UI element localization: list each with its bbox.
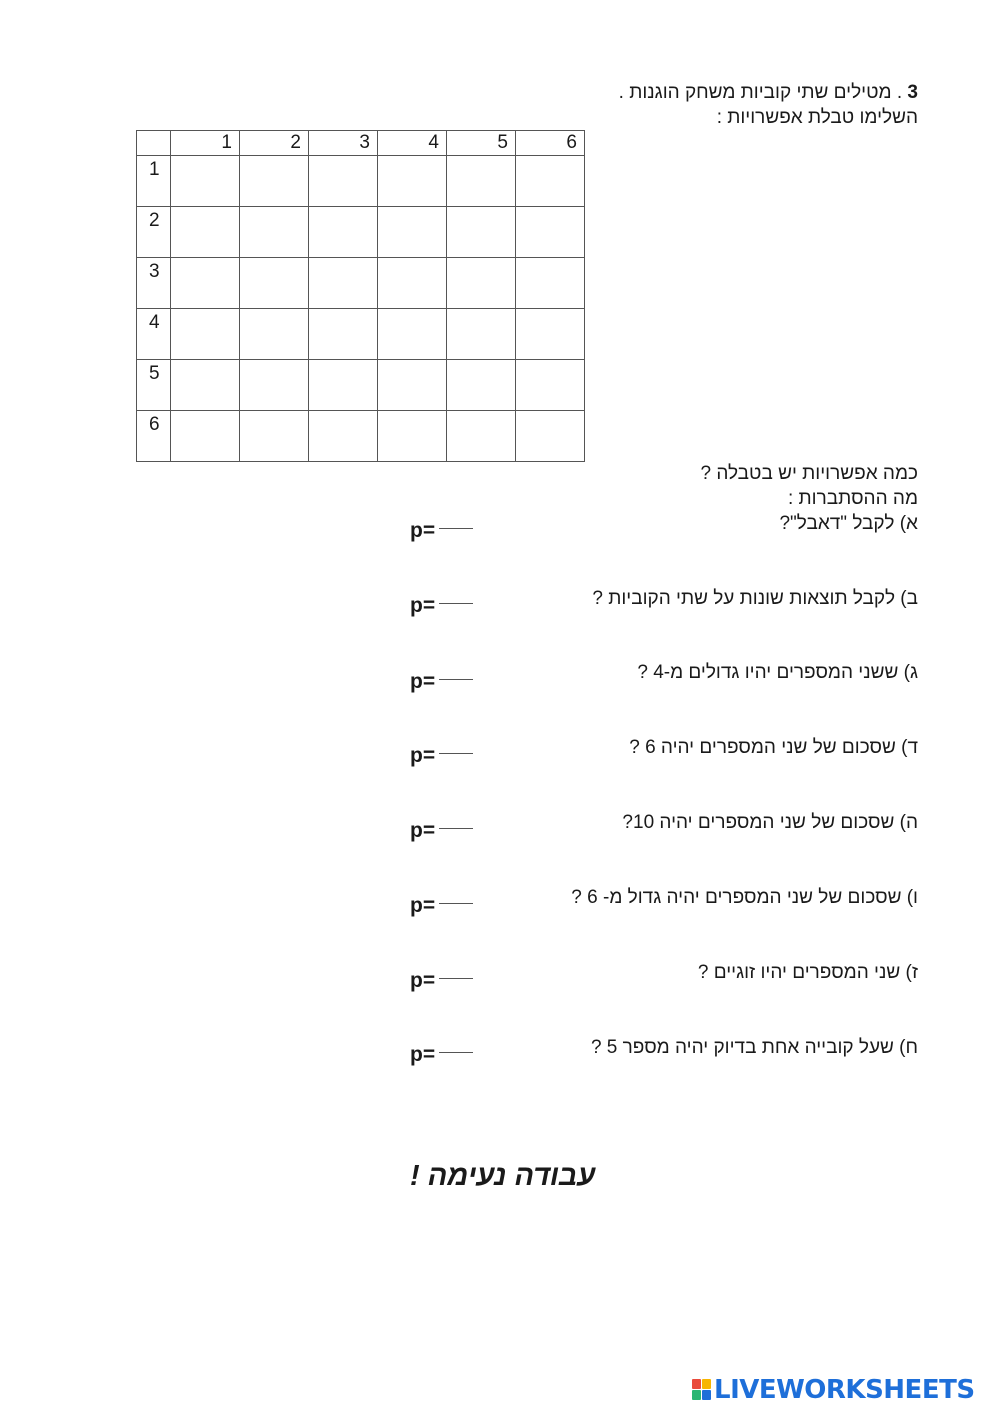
answer-label: p= [410,594,436,617]
answer-cell[interactable] [309,309,378,360]
question-g: ז) שני המספרים יהיו זוגיים ? [697,962,918,983]
answer-cell[interactable] [378,258,447,309]
answer-label: p= [410,819,436,842]
answer-cell[interactable] [309,156,378,207]
answer-cell[interactable] [240,207,309,258]
answer-b[interactable] [410,594,473,618]
question-title-text: . מטילים שתי קוביות משחק הוגנות . [618,82,903,103]
question-b: ב) לקבל תוצאות שונות על שתי הקוביות ? [592,588,918,609]
answer-label: p= [410,670,436,693]
answer-g[interactable] [410,969,473,993]
answer-label: p= [410,1043,436,1066]
column-header: 6 [516,131,585,156]
answer-cell[interactable] [309,411,378,462]
question-f: ו) שסכום של שני המספרים יהיה גדול מ- 6 ? [571,887,918,908]
answer-cell[interactable] [309,258,378,309]
answer-cell[interactable] [516,258,585,309]
table-corner-cell [137,131,171,156]
table-row [137,156,585,207]
answer-label: p= [410,969,436,992]
answer-cell[interactable] [171,258,240,309]
answer-cell[interactable] [378,411,447,462]
column-header: 2 [240,131,309,156]
table-row [137,309,585,360]
column-header: 4 [378,131,447,156]
answer-cell[interactable] [516,411,585,462]
column-header: 3 [309,131,378,156]
answer-cell[interactable] [516,207,585,258]
row-header: 1 [137,156,171,207]
answer-e[interactable] [410,819,473,843]
row-header: 5 [137,360,171,411]
answer-blank[interactable] [439,828,473,829]
logo-text: LIVEWORKSHEETS [714,1375,975,1405]
question-number: 3 [907,82,918,103]
answer-cell[interactable] [309,360,378,411]
logo-square [692,1390,701,1400]
answer-h[interactable] [410,1043,473,1067]
answer-d[interactable] [410,744,473,768]
answer-cell[interactable] [447,258,516,309]
answer-blank[interactable] [439,903,473,904]
table-header-row [137,131,585,156]
logo-square [702,1390,711,1400]
row-header: 4 [137,309,171,360]
possibilities-table [136,130,585,462]
answer-cell[interactable] [309,207,378,258]
closing-message: עבודה נעימה ! [410,1160,596,1192]
probability-intro: מה ההסתברות : [788,488,918,509]
answer-cell[interactable] [171,360,240,411]
answer-cell[interactable] [516,309,585,360]
answer-a[interactable] [410,519,473,543]
answer-f[interactable] [410,894,473,918]
question-a: א) לקבל "דאבל"? [779,513,918,534]
answer-cell[interactable] [378,207,447,258]
answer-cell[interactable] [240,156,309,207]
answer-cell[interactable] [171,207,240,258]
logo-square [692,1379,701,1389]
liveworksheets-logo [692,1375,975,1405]
table-row [137,411,585,462]
answer-cell[interactable] [516,360,585,411]
question-h: ח) שעל קובייה אחת בדיוק יהיה מספר 5 ? [590,1037,918,1058]
logo-square [702,1379,711,1389]
question-title [619,82,918,104]
column-header: 1 [171,131,240,156]
answer-blank[interactable] [439,753,473,754]
answer-cell[interactable] [447,156,516,207]
logo-icon [692,1379,712,1401]
row-header: 6 [137,411,171,462]
question-e: ה) שסכום של שני המספרים יהיה 10? [622,812,918,833]
table-instruction: השלימו טבלת אפשרויות : [716,107,918,128]
answer-c[interactable] [410,670,473,694]
question-c: ג) ששני המספרים יהיו גדולים מ-4 ? [637,662,918,683]
answer-cell[interactable] [447,360,516,411]
answer-cell[interactable] [447,411,516,462]
answer-label: p= [410,519,436,542]
answer-cell[interactable] [171,309,240,360]
answer-cell[interactable] [516,156,585,207]
table-row [137,258,585,309]
column-header: 5 [447,131,516,156]
answer-blank[interactable] [439,679,473,680]
table-row [137,360,585,411]
table-row [137,207,585,258]
answer-cell[interactable] [171,411,240,462]
answer-cell[interactable] [240,411,309,462]
question-d: ד) שסכום של שני המספרים יהיה 6 ? [629,737,918,758]
answer-cell[interactable] [378,156,447,207]
answer-blank[interactable] [439,1052,473,1053]
answer-cell[interactable] [378,360,447,411]
answer-blank[interactable] [439,978,473,979]
answer-cell[interactable] [240,309,309,360]
row-header: 3 [137,258,171,309]
answer-cell[interactable] [240,360,309,411]
answer-cell[interactable] [447,309,516,360]
how-many-question: כמה אפשרויות יש בטבלה ? [700,463,918,484]
answer-blank[interactable] [439,528,473,529]
answer-cell[interactable] [240,258,309,309]
row-header: 2 [137,207,171,258]
answer-cell[interactable] [171,156,240,207]
answer-label: p= [410,894,436,917]
answer-cell[interactable] [447,207,516,258]
answer-label: p= [410,744,436,767]
answer-blank[interactable] [439,603,473,604]
answer-cell[interactable] [378,309,447,360]
